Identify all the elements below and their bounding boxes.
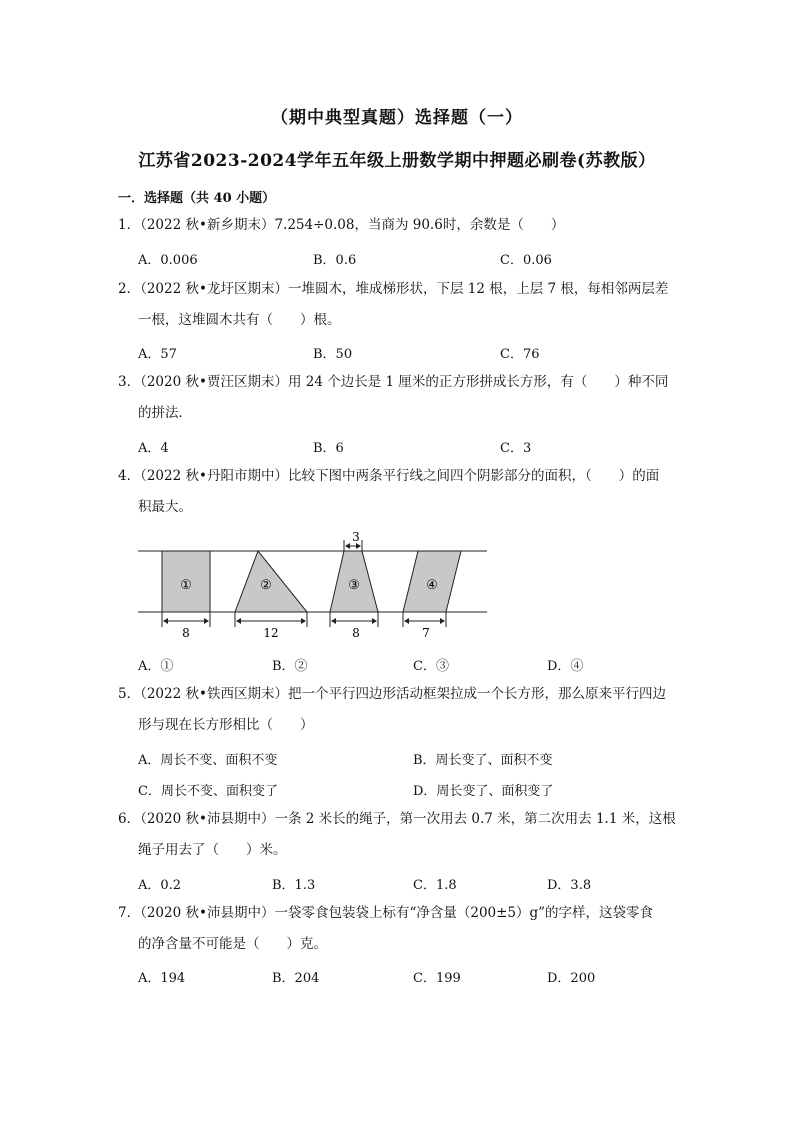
question-text: 的拼法． bbox=[138, 405, 192, 421]
option-b[interactable]: B．204 bbox=[272, 971, 320, 986]
option-c[interactable]: C．76 bbox=[500, 347, 540, 362]
option-a[interactable]: A．周长不变、面积不变 bbox=[138, 753, 278, 768]
option-a[interactable]: A．0.006 bbox=[138, 253, 198, 268]
option-b[interactable]: B．1.3 bbox=[272, 878, 316, 893]
dimension-label: 8 bbox=[352, 626, 360, 640]
question-5 bbox=[118, 679, 678, 741]
option-d[interactable]: D．3.8 bbox=[547, 878, 592, 893]
option-a[interactable]: A．57 bbox=[138, 347, 177, 362]
option-c[interactable]: C．1.8 bbox=[413, 878, 457, 893]
option-d[interactable]: D．周长变了、面积变了 bbox=[413, 784, 554, 799]
shape-label: ④ bbox=[426, 578, 438, 593]
option-a[interactable]: A．① bbox=[138, 659, 174, 674]
option-c[interactable]: C．199 bbox=[413, 971, 461, 986]
question-text: 绳子用去了（ ）米。 bbox=[138, 842, 287, 858]
dimension-bottom-2 bbox=[235, 612, 307, 627]
option-c[interactable]: C．③ bbox=[413, 659, 449, 674]
page-subtitle: 江苏省2023-2024学年五年级上册数学期中押题必刷卷(苏教版） bbox=[138, 151, 656, 171]
option-b[interactable]: B．50 bbox=[313, 347, 353, 362]
dimension-label: 12 bbox=[263, 626, 279, 640]
question-text: 一根，这堆圆木共有（ ）根。 bbox=[138, 312, 341, 328]
dimension-label-top: 3 bbox=[352, 530, 360, 544]
shape-label: ③ bbox=[348, 578, 360, 593]
option-b[interactable]: B．0.6 bbox=[313, 253, 357, 268]
question-text: 6．（2020 秋•沛县期中）一条 2 米长的绳子，第一次用去 0.7 米，第二次用去 1.1 米，这根 bbox=[118, 811, 676, 827]
option-d[interactable]: D．④ bbox=[547, 659, 584, 674]
option-b[interactable]: B．② bbox=[272, 659, 308, 674]
question-text: 积最大。 bbox=[138, 499, 192, 515]
question-text: 2．（2022 秋•龙圩区期末）一堆圆木，堆成梯形状，下层 12 根，上层 7 根，每相邻两层差 bbox=[118, 281, 669, 297]
dimension-label: 7 bbox=[422, 626, 430, 640]
question-text: 7．（2020 秋•沛县期中）一袋零食包装袋上标有“净含量（200±5）g”的字样，这袋零食 bbox=[118, 905, 654, 921]
dimension-bottom-1 bbox=[162, 612, 210, 627]
option-a[interactable]: A．194 bbox=[138, 971, 186, 986]
question-6 bbox=[118, 804, 678, 866]
question-text: 的净含量不可能是（ ）克。 bbox=[138, 936, 327, 952]
dimension-bottom-3 bbox=[330, 612, 378, 627]
dimension-bottom-4 bbox=[403, 612, 446, 627]
option-c[interactable]: C．3 bbox=[500, 441, 532, 456]
option-b[interactable]: B．6 bbox=[313, 441, 344, 456]
question-text: 1．（2022 秋•新乡期末）7.254÷0.08，当商为 90.6时，余数是（ ） bbox=[118, 217, 565, 233]
question-text: 5．（2022 秋•铁西区期末）把一个平行四边形活动框架拉成一个长方形，那么原来平行四边 bbox=[118, 686, 666, 702]
dimension-label: 8 bbox=[182, 626, 190, 640]
option-c[interactable]: C．0.06 bbox=[500, 253, 552, 268]
shape-label: ① bbox=[180, 578, 192, 593]
page-title: （期中典型真题）选择题（一） bbox=[271, 108, 523, 128]
option-a[interactable]: A．0.2 bbox=[138, 878, 182, 893]
question-text: 3．（2020 秋•贾汪区期末）用 24 个边长是 1 厘米的正方形拼成长方形，有（ ）种不同 bbox=[118, 374, 669, 390]
option-d[interactable]: D．200 bbox=[547, 971, 596, 986]
question-text: 形与现在长方形相比（ ） bbox=[138, 717, 314, 733]
question-text: 4．（2022 秋•丹阳市期中）比较下图中两条平行线之间四个阴影部分的面积，（ ）的面 bbox=[118, 468, 660, 484]
option-a[interactable]: A．4 bbox=[138, 441, 169, 456]
shape-label: ② bbox=[260, 578, 272, 593]
option-c[interactable]: C．周长不变、面积变了 bbox=[138, 784, 278, 799]
question-7 bbox=[118, 898, 678, 960]
section-heading: 一．选择题（共 40 小题） bbox=[118, 191, 276, 206]
option-b[interactable]: B．周长变了、面积不变 bbox=[413, 753, 553, 768]
